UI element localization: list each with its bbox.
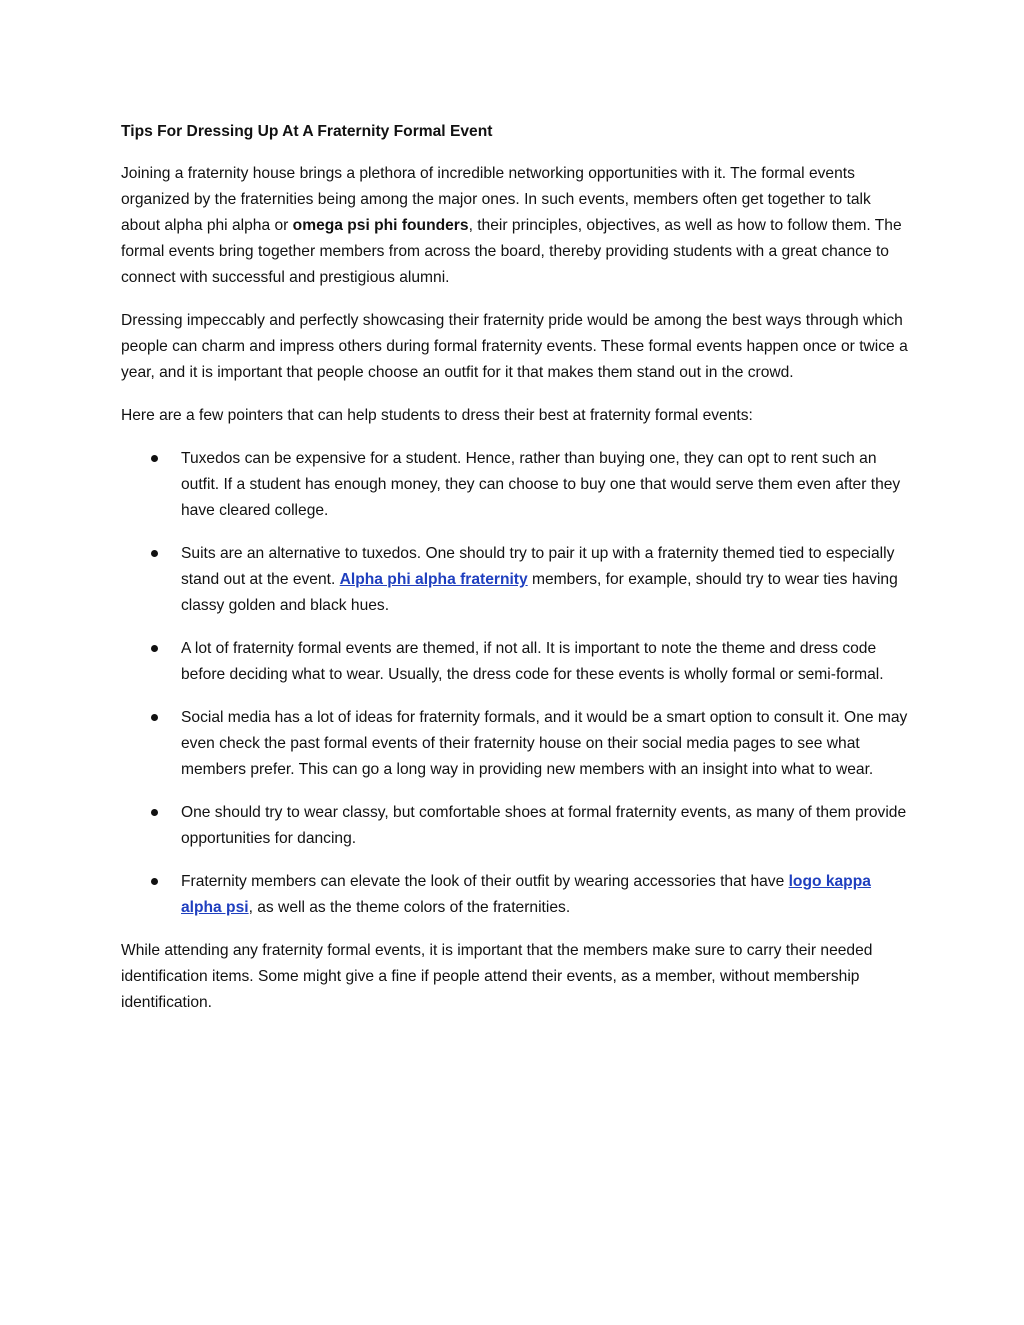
bullet-icon — [151, 455, 158, 462]
closing-paragraph: While attending any fraternity formal events, it is important that the members make sure to carry their needed identification items. Some might give a fine if people attend their events, as a member, without membership identification. — [121, 942, 873, 1011]
dressing-paragraph: Dressing impeccably and perfectly showcasing their fraternity pride would be among the best ways through which people can charm and impress others during formal fraternity events. These formal events happen once or twice a year, and it is important that people choose an outfit for it that makes them stand out in the crowd. — [121, 312, 908, 381]
alpha-phi-alpha-link[interactable]: Alpha phi alpha fraternity — [339, 571, 528, 588]
tips-list — [121, 446, 911, 921]
intro-text-start: Joining a fraternity house brings a plethora of incredible networking opportunities with it. The formal events organized by the fraternities being among the major ones. In such events, members often get together to talk about alpha phi alpha or — [121, 165, 871, 234]
list-item-text: One should try to wear classy, but comfortable shoes at formal fraternity events, as many of them provide opportunities for dancing. — [181, 804, 907, 847]
logo-kappa-alpha-psi-link[interactable]: logo kappa alpha psi — [181, 873, 871, 916]
list-item-tuxedos — [121, 446, 911, 524]
list-item-text: A lot of fraternity formal events are themed, if not all. It is important to note the theme and dress code before deciding what to wear. Usually, the dress code for these events is wholly formal or semi-formal. — [181, 640, 884, 683]
list-item-text-start: Suits are an alternative to tuxedos. One should try to pair it up with a fraternity themed tied to especially stand out at the event. — [181, 545, 895, 588]
document-page — [121, 121, 911, 1033]
intro-paragraph — [121, 161, 911, 291]
list-item-text-end: , as well as the theme colors of the fraternities. — [248, 899, 571, 916]
list-item-social-media — [121, 705, 911, 783]
bullet-icon — [151, 645, 158, 652]
list-item-text-start: Fraternity members can elevate the look of their outfit by wearing accessories that have — [181, 873, 789, 890]
intro-text-end: , their principles, objectives, as well as how to follow them. The formal events bring together members from across the board, thereby providing students with a great chance to connect with successful and prestigious alumni. — [121, 217, 902, 286]
list-item-themes — [121, 636, 911, 688]
pointers-intro-paragraph: Here are a few pointers that can help students to dress their best at fraternity formal events: — [121, 407, 753, 424]
bullet-icon — [151, 878, 158, 885]
list-item-suits — [121, 541, 911, 619]
list-item-accessories — [121, 869, 911, 921]
list-item-text: Tuxedos can be expensive for a student. Hence, rather than buying one, they can opt to rent such an outfit. If a student has enough money, they can choose to buy one that would serve them even after they have cleared college. — [181, 450, 901, 519]
intro-bold-phrase: omega psi phi founders — [292, 217, 469, 234]
bullet-icon — [151, 550, 158, 557]
document-title: Tips For Dressing Up At A Fraternity Formal Event — [121, 123, 493, 140]
list-item-text-end: members, for example, should try to wear ties having classy golden and black hues. — [181, 571, 898, 614]
list-item-text: Social media has a lot of ideas for fraternity formals, and it would be a smart option to consult it. One may even check the past formal events of their fraternity house on their social media pages to see what members prefer. This can go a long way in providing new members with an insight into what to wear. — [181, 709, 908, 778]
list-item-shoes — [121, 800, 911, 852]
bullet-icon — [151, 714, 158, 721]
bullet-icon — [151, 809, 158, 816]
